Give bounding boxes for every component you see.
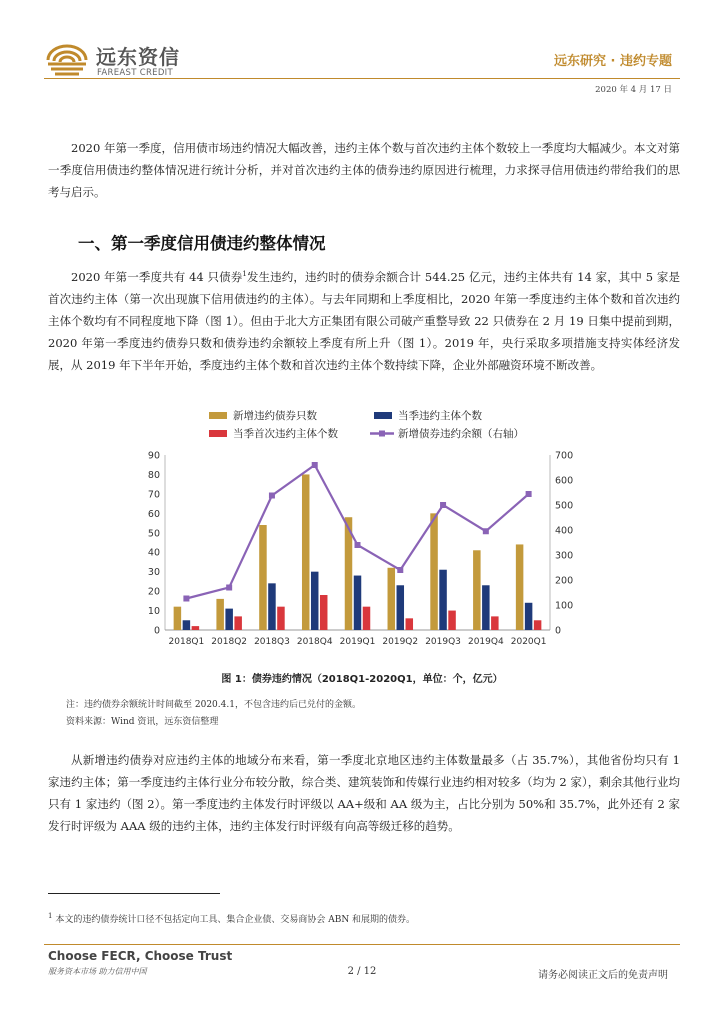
y-right-tick-label: 700 bbox=[555, 450, 574, 462]
line-point bbox=[397, 567, 403, 573]
legend-swatch bbox=[209, 412, 227, 419]
line-point bbox=[183, 596, 189, 602]
footnote-ref[interactable]: 1 bbox=[242, 270, 247, 278]
report-date: 2020 年 4 月 17 日 bbox=[595, 85, 672, 95]
legend-label: 当季首次违约主体个数 bbox=[233, 428, 338, 440]
y-right-tick-label: 0 bbox=[555, 625, 562, 637]
x-tick-label: 2019Q3 bbox=[425, 637, 461, 647]
y-right-tick-label: 200 bbox=[555, 575, 574, 587]
section-paragraph-1-text bbox=[48, 263, 680, 376]
y-left-tick-label: 0 bbox=[153, 625, 160, 637]
page-number: 2 / 12 bbox=[347, 966, 377, 977]
y-left-tick-label: 40 bbox=[147, 547, 160, 559]
bar bbox=[397, 585, 405, 630]
bar bbox=[268, 583, 276, 630]
para1-part-a: 2020 年第一季度共有 44 只债券 bbox=[71, 269, 243, 284]
bar bbox=[430, 513, 438, 630]
y-left-tick-label: 70 bbox=[147, 489, 160, 501]
bar bbox=[516, 544, 524, 630]
brand-name: 远东资信 bbox=[96, 45, 180, 69]
bar bbox=[174, 607, 182, 630]
bar bbox=[311, 572, 319, 630]
y-right-tick-label: 400 bbox=[555, 525, 574, 537]
bar bbox=[216, 599, 224, 630]
x-tick-label: 2020Q1 bbox=[510, 637, 547, 647]
bar bbox=[363, 607, 371, 630]
x-tick-label: 2018Q3 bbox=[254, 637, 290, 647]
y-left-tick-label: 30 bbox=[147, 567, 160, 579]
line-point bbox=[440, 502, 446, 508]
bar bbox=[448, 611, 456, 630]
legend-label: 当季违约主体个数 bbox=[398, 410, 482, 422]
bar bbox=[439, 570, 447, 630]
bar bbox=[354, 576, 362, 630]
y-left-tick-label: 60 bbox=[147, 508, 160, 520]
x-tick-label: 2019Q1 bbox=[339, 637, 376, 647]
section-heading: 一、第一季度信用债违约整体情况 bbox=[78, 234, 326, 253]
line-point bbox=[483, 528, 489, 534]
figure-source: 资料来源：Wind 资讯，远东资信整理 bbox=[66, 717, 219, 727]
fareast-logo-icon bbox=[44, 44, 90, 76]
footer-divider bbox=[44, 944, 680, 945]
bar bbox=[234, 616, 242, 630]
y-right-tick-label: 100 bbox=[555, 600, 574, 612]
disclaimer-link[interactable]: 请务必阅读正文后的免责声明 bbox=[538, 970, 668, 981]
bar bbox=[491, 616, 499, 630]
bar bbox=[277, 607, 285, 630]
brand-name-en: FAREAST CREDIT bbox=[97, 68, 173, 78]
bar bbox=[406, 618, 414, 630]
bar bbox=[534, 620, 542, 630]
bar bbox=[259, 525, 267, 630]
footnote-text: 本文的违约债券统计口径不包括定向工具、集合企业债、交易商协会 ABN 和展期的债券。 bbox=[55, 915, 416, 925]
footnote-divider bbox=[48, 893, 220, 894]
para1-part-b: 发生违约，违约时的债券余额合计 544.25 亿元，违约主体共有 14 家，其中 5 家是首次违约主体（第一次出现旗下信用债违约的主体）。与去年同期和上季度相比，2020 年第一季度违约主体个数和首次违约主体个数均有不同程度地下降（图 1）。但由于北大方正集团有限公司破产重整导致 22 只债券在 2 月 19 日集中提前到期，2020 年第一季度违约债券只数和债券违约余额较上季度有所上升（图 1）。2019 年，央行采取多项措施支持实体经济发展，从 2019 年下半年开始，季度违约主体个数和首次违约主体个数持续下降，企业外部融资环境不断改善。 bbox=[48, 269, 680, 372]
footnote bbox=[48, 912, 415, 925]
figure-caption: 图 1：债券违约情况（2018Q1-2020Q1，单位：个，亿元） bbox=[221, 674, 503, 685]
y-left-tick-label: 20 bbox=[147, 586, 160, 598]
footer-subslogan: 服务资本市场 助力信用中国 bbox=[48, 967, 147, 976]
line-point bbox=[526, 491, 532, 497]
bar bbox=[473, 550, 481, 630]
legend-label: 新增债券违约余额（右轴） bbox=[398, 428, 524, 440]
y-right-tick-label: 500 bbox=[555, 500, 574, 512]
y-right-tick-label: 600 bbox=[555, 475, 574, 487]
section-paragraph-1 bbox=[48, 263, 680, 376]
footer-slogan: Choose FECR, Choose Trust bbox=[48, 949, 233, 963]
figure-note: 注：违约债券余额统计时间截至 2020.4.1，不包含违约后已兑付的金额。 bbox=[66, 700, 361, 710]
x-tick-label: 2018Q2 bbox=[211, 637, 248, 647]
legend-swatch bbox=[374, 412, 392, 419]
section-paragraph-2 bbox=[48, 749, 680, 837]
bar bbox=[388, 568, 396, 630]
bar bbox=[320, 595, 328, 630]
line-point bbox=[355, 542, 361, 548]
intro-text: 2020 年第一季度，信用债市场违约情况大幅改善，违约主体个数与首次违约主体个数较上一季度均大幅减少。本文对第一季度信用债违约整体情况进行统计分析，并对首次违约主体的债券违约原因进行梳理，力求探寻信用债违约带给我们的思考与启示。 bbox=[48, 141, 680, 199]
bar bbox=[482, 585, 490, 630]
header-title: 远东研究 · 违约专题 bbox=[554, 54, 672, 69]
line-point bbox=[269, 493, 275, 499]
x-tick-label: 2019Q4 bbox=[467, 637, 504, 647]
bar bbox=[183, 620, 191, 630]
y-left-tick-label: 10 bbox=[147, 606, 160, 618]
line-point bbox=[312, 462, 318, 468]
x-tick-label: 2019Q2 bbox=[382, 637, 419, 647]
line-point bbox=[226, 585, 232, 591]
legend-marker bbox=[379, 431, 385, 437]
legend-swatch bbox=[209, 430, 227, 437]
section-paragraph-2-text: 从新增违约债券对应违约主体的地域分布来看，第一季度北京地区违约主体数量最多（占 35.7%），其他省份均只有 1 家违约主体；第一季度违约主体行业分布较分散，综合类、建筑装饰和传媒行业违约相对较多（均为 2 家），剩余其他行业均只有 1 家违约（图 2）。第一季度违约主体发行时评级以 AA+级和 AA 级为主，占比分别为 50%和 35.7%，此外还有 2 家发行时评级为 AAA 级的违约主体，违约主体发行时评级有向高等级迁移的趋势。 bbox=[48, 753, 680, 833]
y-right-tick-label: 300 bbox=[555, 550, 574, 562]
y-left-tick-label: 50 bbox=[147, 528, 160, 540]
x-tick-label: 2018Q4 bbox=[296, 637, 333, 647]
bar bbox=[302, 474, 310, 630]
x-tick-label: 2018Q1 bbox=[168, 637, 205, 647]
y-left-tick-label: 80 bbox=[147, 469, 160, 481]
header-divider bbox=[44, 78, 680, 79]
footnote-number: 1 bbox=[48, 912, 53, 920]
intro-paragraph bbox=[48, 137, 680, 203]
bar bbox=[525, 603, 533, 630]
bar bbox=[192, 626, 200, 630]
y-left-tick-label: 90 bbox=[147, 450, 160, 462]
bond-default-chart bbox=[140, 405, 590, 655]
bar bbox=[225, 609, 233, 630]
legend-label: 新增违约债券只数 bbox=[233, 410, 317, 422]
